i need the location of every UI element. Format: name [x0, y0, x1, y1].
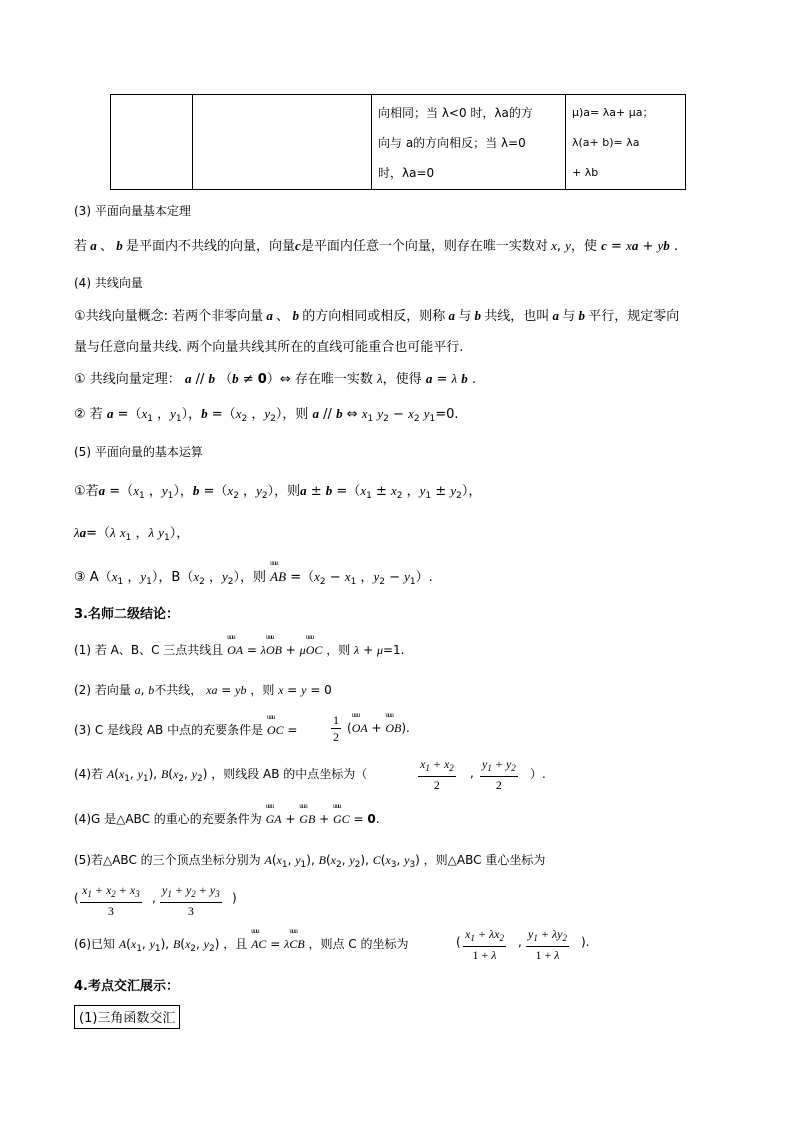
- collinear-theorem: ① 共线向量定理： a // b （b ≠ 0）⇔ 存在唯一实数 λ，使得 a = λ b .: [74, 371, 477, 387]
- table-col3-line2: 向与 a的方向相反；当 λ=0: [378, 136, 526, 150]
- exam-points-heading: 4.考点交汇展示：: [74, 979, 179, 994]
- conclusion-4: (4)若 $A(x_1$, $y_1$), $B(x_2$, $y_2$) ，则线段 AB 的中点坐标为（: [74, 767, 368, 784]
- table-cell-4: [566, 95, 686, 190]
- conclusion-3-tail: (uuu OA + uuu OB).: [347, 721, 410, 736]
- midpoint-y-fraction: $\frac{y_1 + y_2}{2}$: [482, 757, 516, 792]
- conclusion-3: (3) C 是线段 AB 中点的充要条件是 uuu OC =: [74, 721, 297, 738]
- midpoint-x-fraction: $\frac{x_1 + x_2}{2}$: [420, 757, 454, 792]
- operation-ab-vector: ③ $A(x_1$ ，$y_1$），$B(x_2$ ，$y_2$），则 uuu AB $=(x_2 - x_1$ ，$y_2 - y_1$）.: [74, 566, 433, 587]
- operation-table: [110, 94, 686, 190]
- section-3-heading: (3) 平面向量基本定理: [74, 204, 191, 218]
- centroid-y-fraction: $\frac{y_1 + y_2 + y_3}{3}$: [162, 883, 220, 918]
- conclusion-7: (6)已知 $A(x_1$, $y_1$), $B(x_2$, $y_2$) ，且 uuu AC = λuuu CB ，则点 C 的坐标为: [74, 935, 409, 954]
- table-cell-2: [193, 95, 372, 190]
- table-cell-1: [111, 95, 193, 190]
- centroid-x-fraction: $\frac{x_1 + x_2 + x_3}{3}$: [82, 883, 140, 918]
- conclusion-5: (4)G 是△ABC 的重心的充要条件为 uuu GA + uuu GB + uuu GC = 0.: [74, 810, 380, 827]
- collinear-concept-line2: 量与任意向量共线. 两个向量共线其所在的直线可能重合也可能平行.: [74, 340, 464, 355]
- conclusion-6: (5)若△ABC 的三个顶点坐标分别为 $A(x_1$, $y_1$), $B(x_2$, $y_2$), $C(x_3$, $y_3$) ，则△ABC 重心坐标为: [74, 853, 546, 870]
- conclusion-4-end: ）.: [530, 767, 546, 781]
- basic-theorem-text: 若 a 、 b 是平面内不共线的向量，向量c是平面内任意一个向量，则存在唯一实数对 x, y，使 c = xa + yb .: [74, 238, 679, 254]
- table-col4-line2: λ(a+ b)= λa: [572, 136, 640, 149]
- trig-intersection-box: (1)三角函数交汇: [74, 1005, 180, 1029]
- collinear-concept-line1: ①共线向量概念: 若两个非零向量 a 、 b 的方向相同或相反，则称 a 与 b 共线，也叫 a 与 b 平行，规定零向: [74, 308, 680, 324]
- fraction-one-half: $\frac{1}{2}$: [333, 713, 339, 744]
- table-cell-3: [372, 95, 566, 190]
- conclusions-heading: 3.名师二级结论：: [74, 607, 179, 622]
- operation-scalar: λa=（λ $x_1$ ，λ $y_1$），: [74, 525, 190, 543]
- table-col3-line1: 向相同；当 λ<0 时，λa的方: [378, 106, 533, 120]
- conclusion-1: (1) 若 A、B、C 三点共线且 uuu OA = λuuu OB + μuuu OC ，则 λ + μ=1.: [74, 641, 404, 658]
- table-col4-line3: + λb: [572, 166, 599, 179]
- conclusion-2: (2) 若向量 a, b不共线， xa = yb ，则 x = y = 0: [74, 683, 332, 697]
- divide-x-fraction: $\frac{x_1 + \lambda x_2}{1 + \lambda}$: [465, 927, 504, 962]
- divide-y-fraction: $\frac{y_1 + \lambda y_2}{1 + \lambda}$: [528, 927, 567, 962]
- operation-sum: ①若$a =(x_1$ ，$y_1$），$b =(x_2$ ，$y_2$），则$a \pm b =(x_1 \pm x_2$ ，$y_1 \pm y_2$），: [74, 483, 482, 501]
- section-4-heading: (4) 共线向量: [74, 276, 143, 290]
- section-5-heading: (5) 平面向量的基本运算: [74, 445, 203, 459]
- collinear-coordinate: ② 若 $a =(x_1$ ，$y_1$），$b =(x_2$ ，$y_2$），则 a // b ⇔ $x_1$ $y_2 - x_2$ $y_1=0$.: [74, 406, 459, 424]
- table-col4-line1: μ)a= λa+ μa；: [572, 106, 654, 119]
- table-col3-line3: 时，λa=0: [378, 166, 435, 180]
